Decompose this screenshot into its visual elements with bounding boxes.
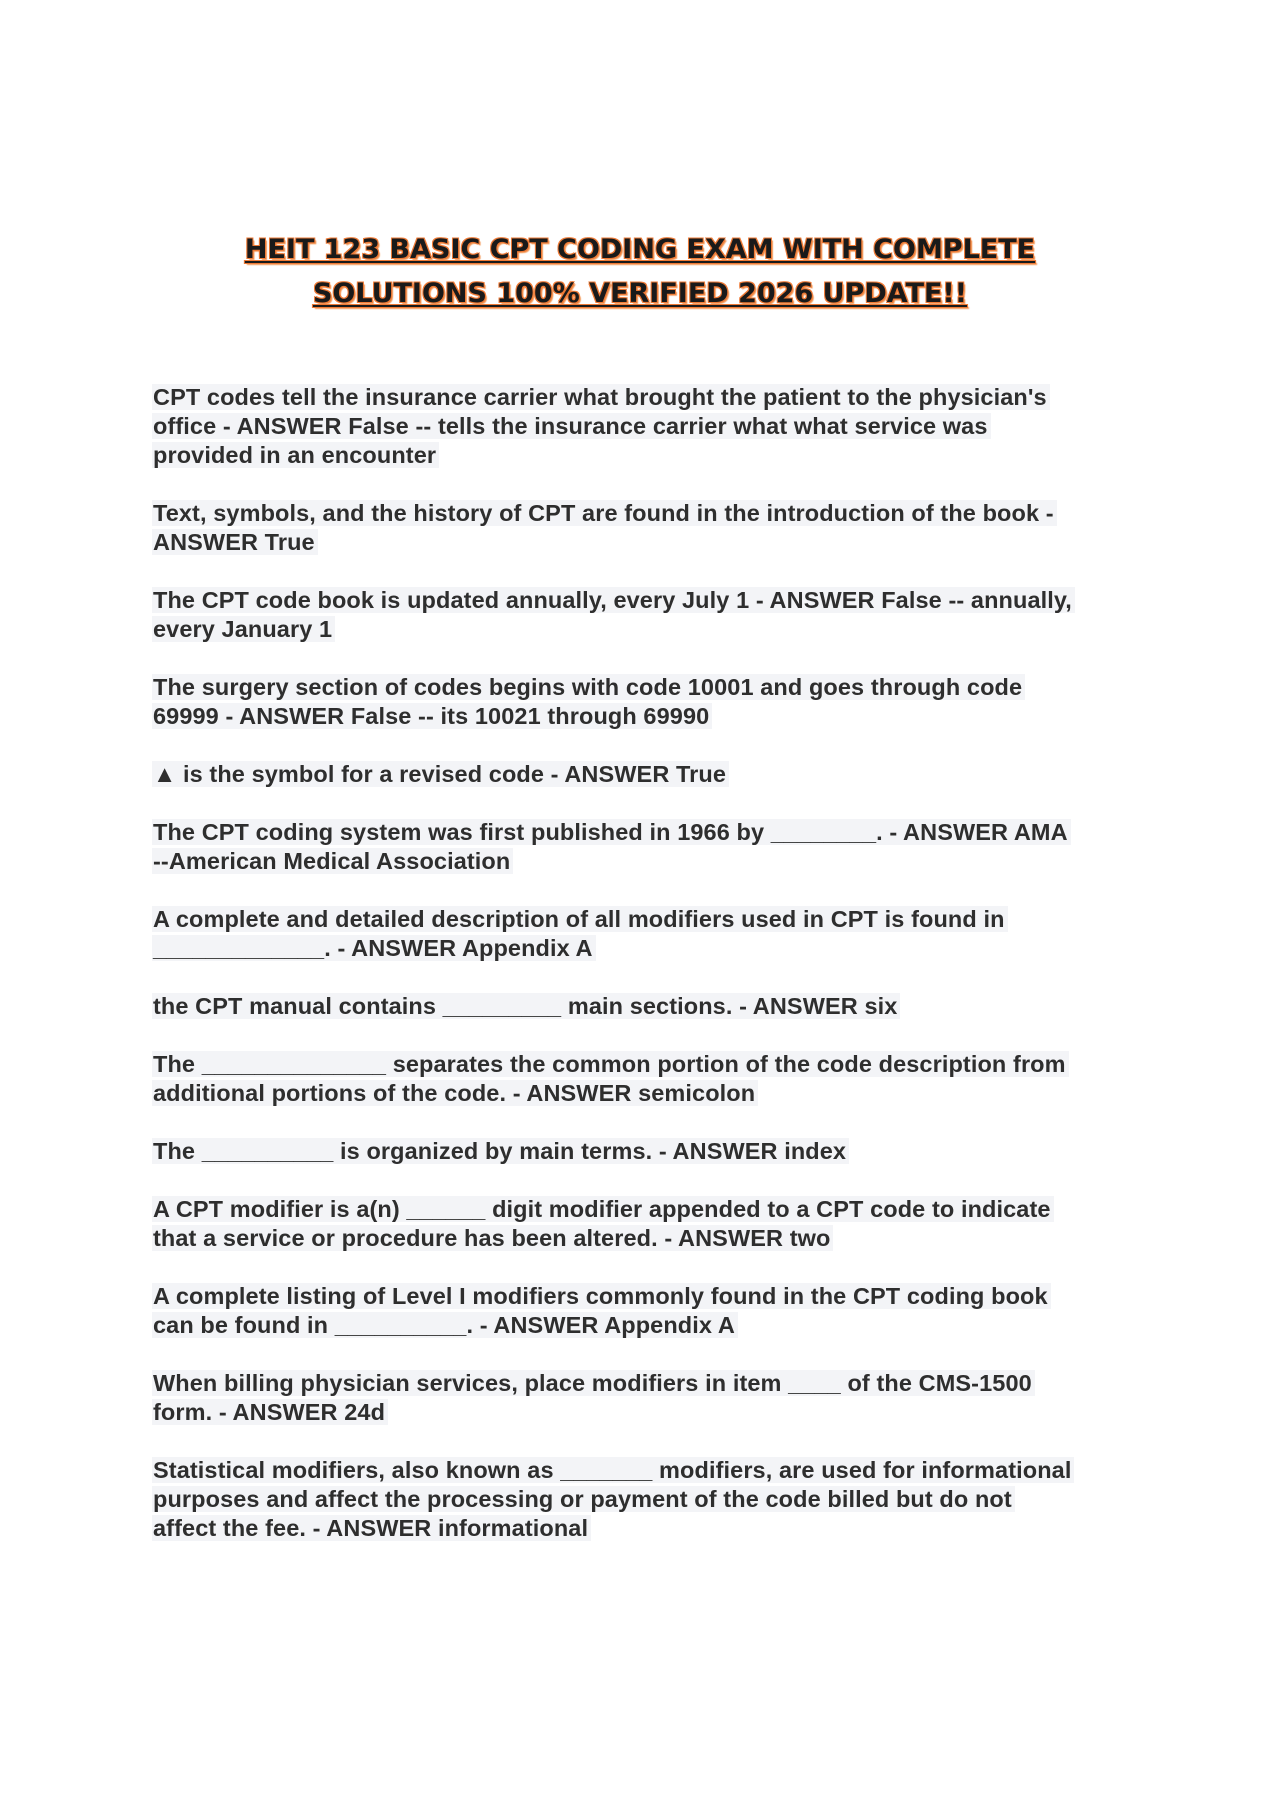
qa-line-text: A CPT modifier is a(n) ______ digit modifier appended to a CPT code to indicate	[152, 1196, 1054, 1222]
qa-item	[152, 586, 1142, 644]
qa-line-text: ▲ is the symbol for a revised code - ANSWER True	[152, 761, 729, 787]
qa-line	[152, 1195, 1142, 1224]
qa-line	[152, 1369, 1142, 1398]
qa-item	[152, 1369, 1142, 1427]
qa-item	[152, 1282, 1142, 1340]
qa-line-text: 69999 - ANSWER False -- its 10021 through 69990	[152, 703, 712, 729]
qa-line	[152, 1079, 1142, 1108]
qa-line-text: can be found in __________. - ANSWER Appendix A	[152, 1312, 738, 1338]
qa-item	[152, 818, 1142, 876]
qa-line	[152, 1456, 1142, 1485]
qa-list	[152, 383, 1142, 1572]
qa-line	[152, 1050, 1142, 1079]
qa-line	[152, 1398, 1142, 1427]
qa-item	[152, 1050, 1142, 1108]
qa-line	[152, 992, 1142, 1021]
qa-line-text: ANSWER True	[152, 529, 318, 555]
qa-line-text: CPT codes tell the insurance carrier what brought the patient to the physician's	[152, 384, 1050, 410]
qa-line-text: The __________ is organized by main terms. - ANSWER index	[152, 1138, 849, 1164]
qa-line-text: When billing physician services, place modifiers in item ____ of the CMS-1500	[152, 1370, 1035, 1396]
qa-line	[152, 499, 1142, 528]
qa-line	[152, 615, 1142, 644]
qa-line	[152, 441, 1142, 470]
qa-line-text: purposes and affect the processing or payment of the code billed but do not	[152, 1486, 1015, 1512]
title-line-2: SOLUTIONS 100% VERIFIED 2026 UPDATE!!	[312, 278, 968, 309]
qa-line	[152, 586, 1142, 615]
qa-item	[152, 905, 1142, 963]
document-title	[150, 228, 1130, 316]
qa-line-text: A complete and detailed description of all modifiers used in CPT is found in	[152, 906, 1008, 932]
qa-line	[152, 383, 1142, 412]
qa-line-text: that a service or procedure has been altered. - ANSWER two	[152, 1225, 833, 1251]
qa-line	[152, 1311, 1142, 1340]
qa-line	[152, 905, 1142, 934]
qa-line-text: affect the fee. - ANSWER informational	[152, 1515, 591, 1541]
qa-item	[152, 1195, 1142, 1253]
qa-line	[152, 1282, 1142, 1311]
qa-item	[152, 992, 1142, 1021]
qa-line-text: --American Medical Association	[152, 848, 513, 874]
qa-line-text: The CPT coding system was first published in 1966 by ________. - ANSWER AMA	[152, 819, 1071, 845]
qa-item	[152, 1137, 1142, 1166]
qa-line	[152, 1514, 1142, 1543]
qa-item	[152, 673, 1142, 731]
qa-line	[152, 1224, 1142, 1253]
qa-line	[152, 528, 1142, 557]
qa-line-text: Text, symbols, and the history of CPT are found in the introduction of the book -	[152, 500, 1057, 526]
qa-line	[152, 1485, 1142, 1514]
title-line-1: HEIT 123 BASIC CPT CODING EXAM WITH COMPLETE	[244, 234, 1036, 265]
qa-line	[152, 760, 1142, 789]
qa-line-text: every January 1	[152, 616, 335, 642]
qa-line-text: A complete listing of Level I modifiers commonly found in the CPT coding book	[152, 1283, 1051, 1309]
qa-item	[152, 1456, 1142, 1543]
qa-line-text: additional portions of the code. - ANSWER semicolon	[152, 1080, 758, 1106]
qa-line-text: The ______________ separates the common portion of the code description from	[152, 1051, 1069, 1077]
qa-line-text: provided in an encounter	[152, 442, 439, 468]
qa-line-text: The CPT code book is updated annually, every July 1 - ANSWER False -- annually,	[152, 587, 1075, 613]
qa-item	[152, 499, 1142, 557]
qa-line-text: office - ANSWER False -- tells the insurance carrier what what service was	[152, 413, 991, 439]
qa-line	[152, 847, 1142, 876]
qa-line-text: _____________. - ANSWER Appendix A	[152, 935, 596, 961]
qa-line-text: the CPT manual contains _________ main sections. - ANSWER six	[152, 993, 900, 1019]
qa-line-text: Statistical modifiers, also known as _______ modifiers, are used for informational	[152, 1457, 1074, 1483]
qa-item	[152, 760, 1142, 789]
qa-item	[152, 383, 1142, 470]
qa-line-text: form. - ANSWER 24d	[152, 1399, 388, 1425]
qa-line	[152, 412, 1142, 441]
qa-line-text: The surgery section of codes begins with code 10001 and goes through code	[152, 674, 1025, 700]
qa-line	[152, 818, 1142, 847]
qa-line	[152, 702, 1142, 731]
qa-line	[152, 934, 1142, 963]
qa-line	[152, 673, 1142, 702]
qa-line	[152, 1137, 1142, 1166]
